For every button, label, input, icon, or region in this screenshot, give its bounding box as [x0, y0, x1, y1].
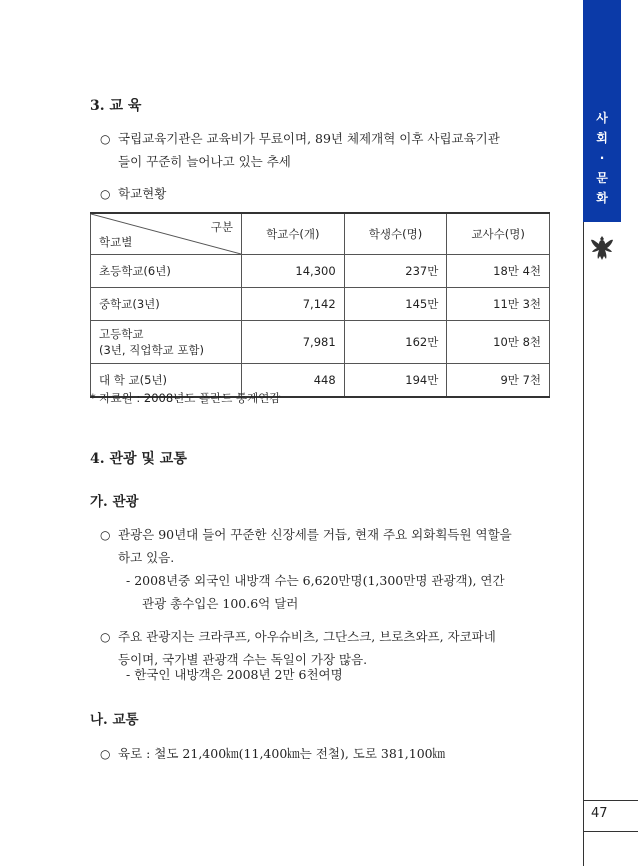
table-header-row [91, 213, 550, 255]
row-label-line: 고등학교 [99, 327, 144, 341]
paragraph-line: 육로 : 철도 21,400㎞(11,400㎞는 전철), 도로 381,100㎞ [118, 746, 446, 761]
paragraph [126, 569, 556, 615]
row-label: 중학교(3년) [91, 288, 242, 321]
table-row [91, 255, 550, 288]
chapter-tab [583, 0, 621, 222]
table-row [91, 288, 550, 321]
column-header: 교사수(명) [447, 213, 550, 255]
table-cell: 18만 4천 [447, 255, 550, 288]
bullet-mark: ○ [100, 132, 111, 146]
paragraph-line: 관광은 90년대 들어 꾸준한 신장세를 거듭, 현재 주요 외화획득원 역할을 [118, 527, 512, 542]
section-3-heading: 3. 교 육 [90, 98, 142, 114]
paragraph [118, 127, 578, 173]
subsection-heading: 가. 관광 [90, 494, 139, 510]
table-cell: 11만 3천 [447, 288, 550, 321]
paragraph-line: 학교현황 [118, 186, 167, 201]
row-label: 대 학 교(5년) [91, 364, 242, 398]
chapter-tab-char: 화 [596, 191, 608, 205]
table-cell: 7,142 [242, 288, 345, 321]
chapter-tab-char: · [599, 151, 605, 165]
table-cell: 10만 8천 [447, 321, 550, 364]
table-source-note: * 자료원 : 2008년도 폴란드 통계연감 [90, 391, 281, 405]
bullet-mark: ○ [100, 187, 111, 201]
table-cell: 448 [242, 364, 345, 398]
column-header: 학교수(개) [242, 213, 345, 255]
table-cell: 9만 7천 [447, 364, 550, 398]
subsection-heading: 나. 교통 [90, 712, 139, 728]
bullet-mark: ○ [100, 630, 111, 644]
paragraph-line: 국립교육기관은 교육비가 무료이며, 89년 체제개혁 이후 사립교육기관 [118, 131, 500, 146]
paragraph-line: 들이 꾸준히 늘어나고 있는 추세 [118, 154, 291, 169]
row-label [91, 321, 242, 364]
chapter-tab-char: 사 [596, 111, 608, 125]
bullet-mark: ○ [100, 747, 111, 761]
corner-label-top: 구분 [210, 220, 233, 234]
bullet-mark: ○ [100, 528, 111, 542]
paragraph-line: 주요 관광지는 크라쿠프, 아우슈비츠, 그단스크, 브로츠와프, 자코파네 [118, 629, 496, 644]
table-cell: 14,300 [242, 255, 345, 288]
paragraph-line: 등이며, 국가별 관광객 수는 독일이 가장 많음. [118, 652, 368, 667]
table-cell: 237만 [344, 255, 447, 288]
row-label: 초등학교(6년) [91, 255, 242, 288]
paragraph-line: - 2008년중 외국인 내방객 수는 6,620만명(1,300만명 관광객), 연간 [126, 573, 505, 588]
school-status-table [90, 212, 550, 398]
corner-label-bottom: 학교별 [99, 235, 133, 249]
paragraph-line: 하고 있음. [118, 550, 175, 565]
row-label-line: (3년, 직업학교 포함) [99, 343, 205, 357]
table-cell: 162만 [344, 321, 447, 364]
chapter-tab-char: 문 [596, 171, 608, 185]
table-corner-cell [91, 213, 242, 255]
paragraph-line: 관광 총수입은 100.6억 달러 [142, 596, 299, 611]
table-cell: 7,981 [242, 321, 345, 364]
chapter-tab-char: 회 [596, 131, 608, 145]
eagle-emblem-icon [589, 233, 615, 267]
paragraph [118, 523, 578, 569]
column-header: 학생수(명) [344, 213, 447, 255]
page-number: 47 [591, 806, 608, 821]
table-cell: 145만 [344, 288, 447, 321]
table-row [91, 321, 550, 364]
section-4-heading: 4. 관광 및 교통 [90, 451, 187, 467]
table-cell: 194만 [344, 364, 447, 398]
paragraph-line: - 한국인 내방객은 2008년 2만 6천여명 [126, 667, 343, 682]
